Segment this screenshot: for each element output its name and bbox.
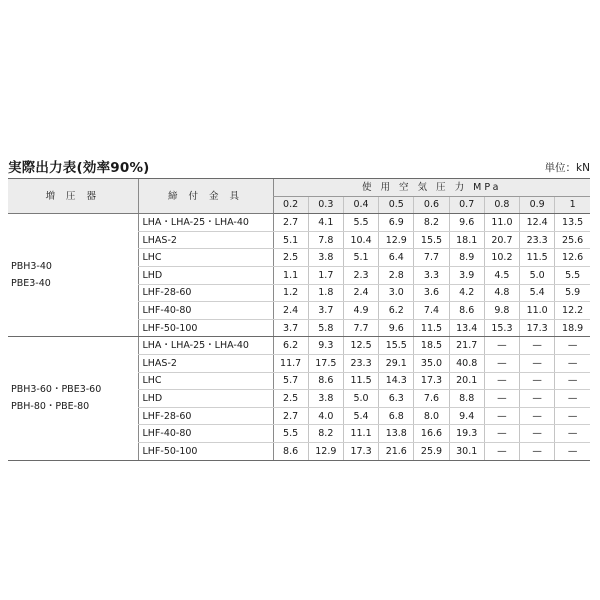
value-cell: — bbox=[555, 442, 590, 460]
value-cell: 1.2 bbox=[273, 284, 308, 302]
value-cell: 7.8 bbox=[308, 231, 343, 249]
value-cell: 3.8 bbox=[308, 249, 343, 267]
value-cell: 29.1 bbox=[379, 354, 414, 372]
value-cell: 7.6 bbox=[414, 390, 449, 408]
value-cell: — bbox=[520, 337, 555, 355]
value-cell: 17.3 bbox=[343, 442, 378, 460]
fitting-cell: LHA・LHA-25・LHA-40 bbox=[138, 337, 273, 355]
value-cell: 5.0 bbox=[520, 266, 555, 284]
fitting-cell: LHC bbox=[138, 249, 273, 267]
value-cell: 3.3 bbox=[414, 266, 449, 284]
value-cell: 5.5 bbox=[273, 425, 308, 443]
value-cell: 9.8 bbox=[484, 302, 519, 320]
value-cell: 2.7 bbox=[273, 214, 308, 232]
value-cell: 7.7 bbox=[414, 249, 449, 267]
value-cell: 30.1 bbox=[449, 442, 484, 460]
value-cell: — bbox=[520, 407, 555, 425]
value-cell: — bbox=[520, 425, 555, 443]
value-cell: 9.4 bbox=[449, 407, 484, 425]
value-cell: 6.9 bbox=[379, 214, 414, 232]
value-cell: 8.2 bbox=[414, 214, 449, 232]
value-cell: 2.7 bbox=[273, 407, 308, 425]
value-cell: 6.4 bbox=[379, 249, 414, 267]
table-body bbox=[8, 214, 590, 460]
value-cell: 5.9 bbox=[555, 284, 590, 302]
value-cell: 14.3 bbox=[379, 372, 414, 390]
value-cell: 3.8 bbox=[308, 390, 343, 408]
value-cell: 4.9 bbox=[343, 302, 378, 320]
pressure-header-cell: 0.8 bbox=[484, 196, 519, 214]
value-cell: 23.3 bbox=[343, 354, 378, 372]
value-cell: 4.1 bbox=[308, 214, 343, 232]
value-cell: 12.6 bbox=[555, 249, 590, 267]
value-cell: 23.3 bbox=[520, 231, 555, 249]
value-cell: 10.4 bbox=[343, 231, 378, 249]
value-cell: 1.8 bbox=[308, 284, 343, 302]
value-cell: — bbox=[484, 442, 519, 460]
value-cell: 12.9 bbox=[379, 231, 414, 249]
value-cell: 18.9 bbox=[555, 319, 590, 337]
value-cell: 4.2 bbox=[449, 284, 484, 302]
value-cell: 11.7 bbox=[273, 354, 308, 372]
value-cell: — bbox=[520, 390, 555, 408]
table-header bbox=[8, 179, 590, 214]
value-cell: 2.4 bbox=[273, 302, 308, 320]
booster-name: PBE3-40 bbox=[11, 278, 51, 290]
value-cell: 7.7 bbox=[343, 319, 378, 337]
value-cell: 17.3 bbox=[414, 372, 449, 390]
value-cell: 15.3 bbox=[484, 319, 519, 337]
value-cell: 12.2 bbox=[555, 302, 590, 320]
value-cell: 11.0 bbox=[520, 302, 555, 320]
value-cell: 5.8 bbox=[308, 319, 343, 337]
value-cell: 5.1 bbox=[273, 231, 308, 249]
title-row bbox=[8, 156, 592, 176]
header-booster: 増 圧 器 bbox=[8, 179, 138, 214]
table-row bbox=[8, 337, 590, 355]
fitting-cell: LHAS-2 bbox=[138, 231, 273, 249]
value-cell: — bbox=[484, 337, 519, 355]
value-cell: — bbox=[555, 407, 590, 425]
value-cell: 6.2 bbox=[379, 302, 414, 320]
value-cell: 7.4 bbox=[414, 302, 449, 320]
value-cell: 12.9 bbox=[308, 442, 343, 460]
value-cell: 8.2 bbox=[308, 425, 343, 443]
booster-cell bbox=[8, 337, 138, 460]
fitting-cell: LHF-40-80 bbox=[138, 425, 273, 443]
pressure-header-cell: 0.2 bbox=[273, 196, 308, 214]
page-title: 実際出力表(効率90%) bbox=[8, 160, 150, 176]
value-cell: 1.7 bbox=[308, 266, 343, 284]
fitting-cell: LHF-40-80 bbox=[138, 302, 273, 320]
value-cell: 11.0 bbox=[484, 214, 519, 232]
value-cell: 3.7 bbox=[308, 302, 343, 320]
value-cell: — bbox=[484, 354, 519, 372]
value-cell: 2.8 bbox=[379, 266, 414, 284]
value-cell: 18.5 bbox=[414, 337, 449, 355]
value-cell: 1.1 bbox=[273, 266, 308, 284]
value-cell: 5.1 bbox=[343, 249, 378, 267]
value-cell: 8.6 bbox=[308, 372, 343, 390]
value-cell: 6.8 bbox=[379, 407, 414, 425]
value-cell: 11.5 bbox=[414, 319, 449, 337]
value-cell: — bbox=[555, 425, 590, 443]
fitting-cell: LHF-28-60 bbox=[138, 407, 273, 425]
value-cell: — bbox=[555, 354, 590, 372]
fitting-cell: LHA・LHA-25・LHA-40 bbox=[138, 214, 273, 232]
output-table bbox=[8, 178, 590, 461]
value-cell: 5.0 bbox=[343, 390, 378, 408]
value-cell: 13.4 bbox=[449, 319, 484, 337]
value-cell: 35.0 bbox=[414, 354, 449, 372]
value-cell: 13.8 bbox=[379, 425, 414, 443]
fitting-cell: LHAS-2 bbox=[138, 354, 273, 372]
value-cell: 15.5 bbox=[414, 231, 449, 249]
value-cell: 3.0 bbox=[379, 284, 414, 302]
value-cell: 4.8 bbox=[484, 284, 519, 302]
value-cell: 3.6 bbox=[414, 284, 449, 302]
fitting-cell: LHD bbox=[138, 266, 273, 284]
value-cell: 12.4 bbox=[520, 214, 555, 232]
value-cell: 21.7 bbox=[449, 337, 484, 355]
value-cell: 2.3 bbox=[343, 266, 378, 284]
fitting-cell: LHF-50-100 bbox=[138, 442, 273, 460]
booster-name: PBH-80・PBE-80 bbox=[11, 401, 90, 413]
value-cell: 5.5 bbox=[343, 214, 378, 232]
value-cell: 2.5 bbox=[273, 390, 308, 408]
value-cell: 8.9 bbox=[449, 249, 484, 267]
value-cell: — bbox=[555, 390, 590, 408]
value-cell: 17.5 bbox=[308, 354, 343, 372]
value-cell: 8.8 bbox=[449, 390, 484, 408]
value-cell: — bbox=[520, 442, 555, 460]
pressure-header-cell: 0.3 bbox=[308, 196, 343, 214]
value-cell: 17.3 bbox=[520, 319, 555, 337]
value-cell: 16.6 bbox=[414, 425, 449, 443]
header-pressure: 使 用 空 気 圧 力 MPa bbox=[273, 179, 590, 197]
value-cell: — bbox=[484, 407, 519, 425]
value-cell: 21.6 bbox=[379, 442, 414, 460]
value-cell: — bbox=[484, 372, 519, 390]
value-cell: 2.5 bbox=[273, 249, 308, 267]
value-cell: 4.0 bbox=[308, 407, 343, 425]
value-cell: 20.1 bbox=[449, 372, 484, 390]
value-cell: 15.5 bbox=[379, 337, 414, 355]
value-cell: 9.6 bbox=[379, 319, 414, 337]
value-cell: 18.1 bbox=[449, 231, 484, 249]
value-cell: 5.5 bbox=[555, 266, 590, 284]
value-cell: 12.5 bbox=[343, 337, 378, 355]
value-cell: 8.6 bbox=[273, 442, 308, 460]
pressure-header-cell: 0.4 bbox=[343, 196, 378, 214]
value-cell: 4.5 bbox=[484, 266, 519, 284]
value-cell: 20.7 bbox=[484, 231, 519, 249]
value-cell: 11.5 bbox=[343, 372, 378, 390]
pressure-header-cell: 0.9 bbox=[520, 196, 555, 214]
value-cell: — bbox=[555, 337, 590, 355]
table-row bbox=[8, 214, 590, 232]
pressure-header-cell: 0.7 bbox=[449, 196, 484, 214]
value-cell: 9.6 bbox=[449, 214, 484, 232]
value-cell: 9.3 bbox=[308, 337, 343, 355]
value-cell: 5.7 bbox=[273, 372, 308, 390]
value-cell: 25.6 bbox=[555, 231, 590, 249]
value-cell: 11.5 bbox=[520, 249, 555, 267]
pressure-header-cell: 0.5 bbox=[379, 196, 414, 214]
value-cell: — bbox=[484, 390, 519, 408]
value-cell: 6.3 bbox=[379, 390, 414, 408]
value-cell: 25.9 bbox=[414, 442, 449, 460]
value-cell: 11.1 bbox=[343, 425, 378, 443]
value-cell: 2.4 bbox=[343, 284, 378, 302]
value-cell: 13.5 bbox=[555, 214, 590, 232]
value-cell: — bbox=[520, 354, 555, 372]
value-cell: — bbox=[520, 372, 555, 390]
fitting-cell: LHF-28-60 bbox=[138, 284, 273, 302]
value-cell: 8.0 bbox=[414, 407, 449, 425]
value-cell: 8.6 bbox=[449, 302, 484, 320]
value-cell: 3.9 bbox=[449, 266, 484, 284]
fitting-cell: LHF-50-100 bbox=[138, 319, 273, 337]
value-cell: 10.2 bbox=[484, 249, 519, 267]
value-cell: — bbox=[555, 372, 590, 390]
pressure-header-cell: 1 bbox=[555, 196, 590, 214]
booster-name: PBH3-60・PBE3-60 bbox=[11, 384, 102, 396]
unit-label: 単位：kN bbox=[544, 162, 590, 174]
pressure-header-cell: 0.6 bbox=[414, 196, 449, 214]
header-fitting: 締 付 金 具 bbox=[138, 179, 273, 214]
value-cell: 19.3 bbox=[449, 425, 484, 443]
value-cell: 5.4 bbox=[343, 407, 378, 425]
booster-name: PBH3-40 bbox=[11, 261, 52, 273]
value-cell: — bbox=[484, 425, 519, 443]
value-cell: 3.7 bbox=[273, 319, 308, 337]
value-cell: 40.8 bbox=[449, 354, 484, 372]
booster-cell bbox=[8, 214, 138, 337]
value-cell: 5.4 bbox=[520, 284, 555, 302]
value-cell: 6.2 bbox=[273, 337, 308, 355]
fitting-cell: LHD bbox=[138, 390, 273, 408]
fitting-cell: LHC bbox=[138, 372, 273, 390]
